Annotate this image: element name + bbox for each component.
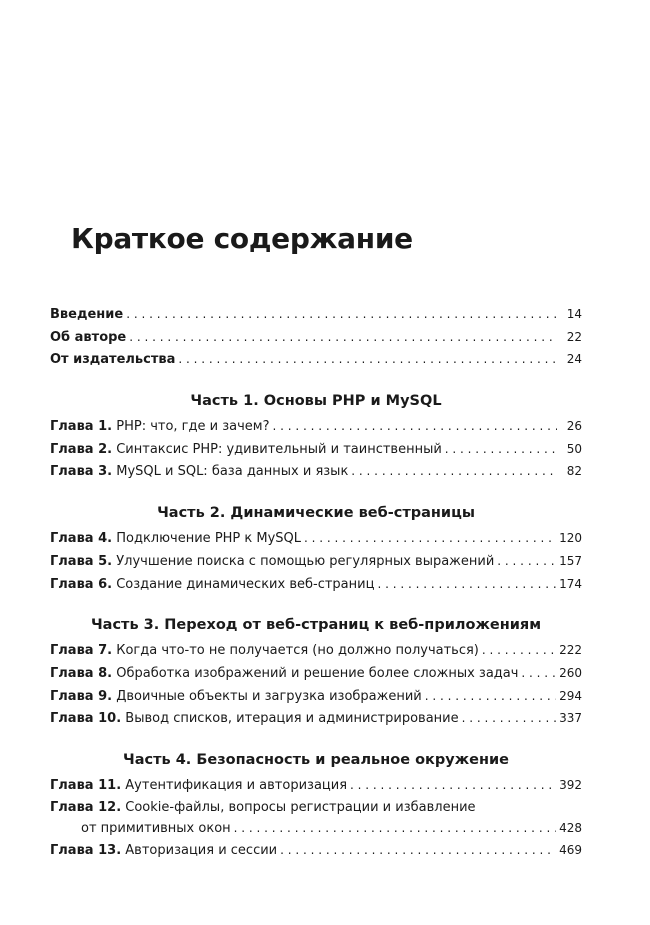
dot-leader	[482, 639, 556, 662]
toc-entry-chapter-3[interactable]	[50, 460, 582, 483]
chapter-title: Авторизация и сессии	[125, 843, 278, 859]
page-number: 24	[566, 352, 582, 367]
page-number: 337	[559, 711, 582, 726]
page-number: 174	[559, 576, 582, 591]
dot-leader	[377, 573, 556, 596]
toc-entry-chapter-10[interactable]	[50, 707, 582, 730]
toc-entry-chapter-5[interactable]	[50, 550, 582, 573]
table-of-contents	[50, 303, 582, 862]
chapter-number: Глава 3.	[50, 464, 113, 480]
dot-leader	[280, 839, 556, 862]
chapter-number: Глава 11.	[50, 777, 122, 793]
dot-leader	[272, 415, 557, 438]
toc-entry-chapter-11[interactable]	[50, 774, 582, 797]
toc-entry-chapter-9[interactable]	[50, 685, 582, 708]
chapter-number: Глава 4.	[50, 531, 113, 547]
chapter-number: Глава 6.	[50, 576, 113, 592]
page-number: 26	[566, 419, 582, 434]
chapter-title: Двоичные объекты и загрузка изображений	[116, 688, 422, 704]
chapter-title: Синтаксис PHP: удивительный и таинственный	[116, 441, 442, 457]
chapter-number: Глава 5.	[50, 553, 113, 569]
chapter-title: Создание динамических веб-страниц	[116, 576, 375, 592]
chapter-title-continued: от примитивных окон	[81, 820, 231, 836]
page-number: 14	[566, 307, 582, 321]
chapter-number: Глава 1.	[50, 419, 113, 435]
part-heading-3: Часть 3. Переход от веб-страниц к веб-приложениям	[90, 617, 542, 634]
toc-entry-introduction[interactable]	[50, 303, 582, 326]
page-number: 50	[566, 441, 582, 456]
part-heading-1: Часть 1. Основы PHP и MySQL	[190, 393, 442, 410]
dot-leader	[521, 662, 556, 685]
page-number: 22	[566, 329, 582, 344]
toc-entry-chapter-8[interactable]	[50, 662, 582, 685]
page-number: 222	[559, 643, 582, 658]
dot-leader	[351, 460, 557, 483]
toc-entry-chapter-2[interactable]	[50, 438, 582, 461]
chapter-title: Улучшение поиска с помощью регулярных выражений	[116, 553, 495, 569]
toc-entry-chapter-6[interactable]	[50, 573, 582, 596]
dot-leader	[350, 774, 556, 797]
chapter-title: MySQL и SQL: база данных и язык	[116, 464, 349, 480]
dot-leader	[462, 707, 556, 730]
chapter-number: Глава 13.	[50, 843, 122, 859]
chapter-number: Глава 9.	[50, 688, 113, 704]
entry-label: Введение	[50, 307, 124, 322]
toc-entry-chapter-13[interactable]	[50, 839, 582, 862]
page-number: 428	[559, 820, 582, 835]
dot-leader	[126, 303, 557, 326]
page-number: 392	[559, 777, 582, 792]
page-number: 294	[559, 688, 582, 703]
chapter-number: Глава 12.	[50, 799, 122, 815]
chapter-number: Глава 10.	[50, 711, 122, 727]
toc-entry-chapter-1[interactable]	[50, 415, 582, 438]
entry-label: Об авторе	[50, 329, 127, 345]
chapter-number: Глава 2.	[50, 441, 113, 457]
entry-label: От издательства	[50, 352, 176, 368]
part-heading-2: Часть 2. Динамические веб-страницы	[157, 505, 475, 522]
toc-entry-about-author[interactable]	[50, 326, 582, 349]
chapter-title: PHP: что, где и зачем?	[116, 419, 270, 435]
page-title: Краткое содержание	[71, 222, 413, 255]
chapter-number: Глава 7.	[50, 643, 113, 659]
chapter-number: Глава 8.	[50, 665, 113, 681]
dot-leader	[234, 817, 556, 840]
toc-entry-chapter-4[interactable]	[50, 527, 582, 550]
dot-leader	[304, 527, 556, 550]
page-number: 260	[559, 665, 582, 680]
chapter-title: Вывод списков, итерация и администрирование	[125, 711, 459, 727]
dot-leader	[129, 326, 557, 349]
chapter-title: Cookie-файлы, вопросы регистрации и избавление	[125, 799, 476, 815]
chapter-title: Обработка изображений и решение более сложных задач	[116, 665, 519, 681]
toc-entry-chapter-7[interactable]	[50, 639, 582, 662]
page-number: 82	[566, 464, 582, 479]
chapter-title: Подключение PHP к MySQL	[116, 531, 302, 547]
dot-leader	[425, 685, 556, 708]
toc-entry-chapter-12[interactable]	[50, 797, 582, 817]
page-number: 120	[559, 531, 582, 546]
dot-leader	[178, 348, 557, 371]
page-number: 469	[559, 843, 582, 858]
part-heading-4: Часть 4. Безопасность и реальное окружение	[123, 751, 509, 768]
chapter-title: Аутентификация и авторизация	[125, 777, 348, 793]
dot-leader	[497, 550, 556, 573]
dot-leader	[445, 438, 557, 461]
chapter-title: Когда что-то не получается (но должно получаться)	[116, 643, 479, 659]
toc-entry-publisher[interactable]	[50, 348, 582, 371]
toc-entry-chapter-12-continued[interactable]	[50, 817, 582, 840]
page-number: 157	[559, 553, 582, 568]
